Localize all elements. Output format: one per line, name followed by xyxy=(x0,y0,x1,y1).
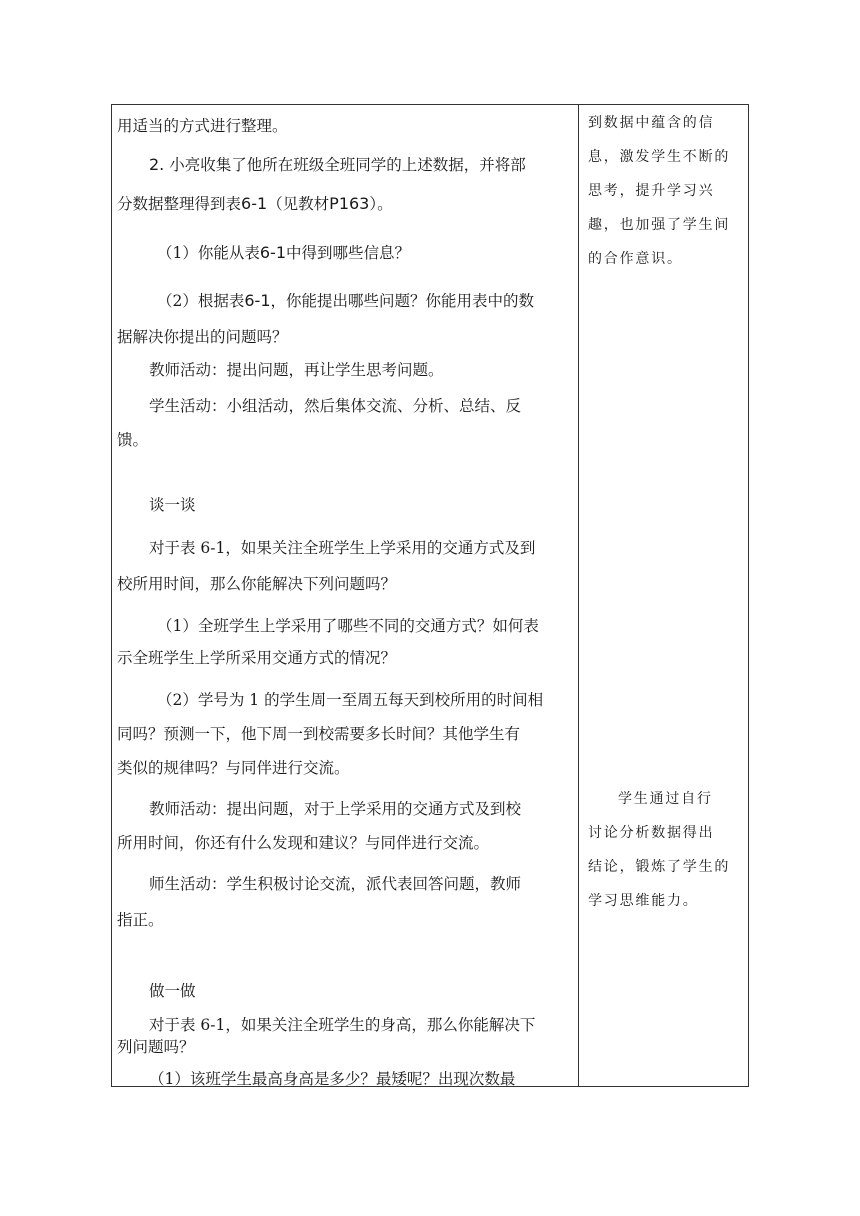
question-2-line xyxy=(117,194,393,214)
note-line: 学习思维能力。 xyxy=(588,893,699,909)
text: ，你能提出哪些问题？你能用表中的数 xyxy=(270,292,535,310)
note-line: 息，激发学生不断的 xyxy=(588,149,731,165)
talk-question-2: 同吗？预测一下，他下周一到校需要多长时间？其他学生有 xyxy=(117,725,521,743)
talk-question-1: 示全班学生上学所采用交通方式的情况？ xyxy=(117,649,397,667)
text: 小亮收集了他所在班级全班同学的上述数据，并将部 xyxy=(169,156,526,174)
sub-question-2 xyxy=(117,291,534,311)
sub-question-1 xyxy=(117,243,410,263)
teacher-activity: 教师活动：提出问题，再让学生思考问题。 xyxy=(149,361,444,379)
question-2-line xyxy=(117,155,526,175)
paragraph-line: 列问题吗？ xyxy=(117,1038,195,1056)
talk-question-2: （2）学号为 1 的学生周一至周五每天到校所用的时间相 xyxy=(157,691,544,709)
note-line: 趣，也加强了学生间 xyxy=(588,217,731,233)
teacher-student-activity: 师生活动：学生积极讨论交流，派代表回答问题，教师 xyxy=(149,875,522,893)
text: （2）根据表 xyxy=(157,292,245,310)
teacher-activity: 教师活动：提出问题，对于上学采用的交通方式及到校 xyxy=(149,800,522,818)
talk-question-1: （1）全班学生上学采用了哪些不同的交通方式？如何表 xyxy=(157,617,539,635)
note-line: 思考，提升学习兴 xyxy=(588,183,715,199)
item-number: 2. xyxy=(149,155,165,174)
section-title-tan: 谈一谈 xyxy=(149,496,196,514)
sub-question-2: 据解决你提出的问题吗？ xyxy=(117,328,288,346)
table-ref: 6-1 xyxy=(244,291,271,310)
paragraph-line: 校所用时间，那么你能解决下列问题吗？ xyxy=(117,575,397,593)
table-ref: 6-1 xyxy=(241,194,268,213)
note-line: 结论，锻炼了学生的 xyxy=(588,859,731,875)
table-ref: 6-1 xyxy=(259,243,287,262)
note-line: 的合作意识。 xyxy=(588,251,683,267)
paragraph-line: 对于表 6-1，如果关注全班学生上学采用的交通方式及到 xyxy=(149,539,536,557)
text: 中得到哪些信息？ xyxy=(286,244,411,262)
text: 分数据整理得到表 xyxy=(117,195,242,213)
page-ref: P163 xyxy=(329,194,370,213)
student-activity: 学生活动：小组活动，然后集体交流、分析、总结、反 xyxy=(149,397,522,415)
paragraph-line: 用适当的方式进行整理。 xyxy=(117,117,288,135)
teacher-activity: 所用时间，你还有什么发现和建议？与同伴进行交流。 xyxy=(117,834,490,852)
section-title-zuo: 做一做 xyxy=(149,982,196,1000)
teacher-student-activity: 指正。 xyxy=(117,911,164,929)
paragraph-line: 对于表 6-1，如果关注全班学生的身高，那么你能解决下 xyxy=(149,1016,536,1034)
do-question-1: （1）该班学生最高身高是多少？最矮呢？出现次数最 xyxy=(149,1070,516,1088)
note-line: 到数据中蕴含的信 xyxy=(588,115,715,131)
text: （见教材 xyxy=(267,195,330,213)
text: （1）你能从表 xyxy=(157,244,260,262)
note-line: 学生通过自行 xyxy=(618,791,713,807)
student-activity: 馈。 xyxy=(117,431,149,449)
text: ）。 xyxy=(369,195,393,213)
column-divider xyxy=(578,104,579,1087)
note-line: 讨论分析数据得出 xyxy=(588,825,715,841)
talk-question-2: 类似的规律吗？与同伴进行交流。 xyxy=(117,759,350,777)
